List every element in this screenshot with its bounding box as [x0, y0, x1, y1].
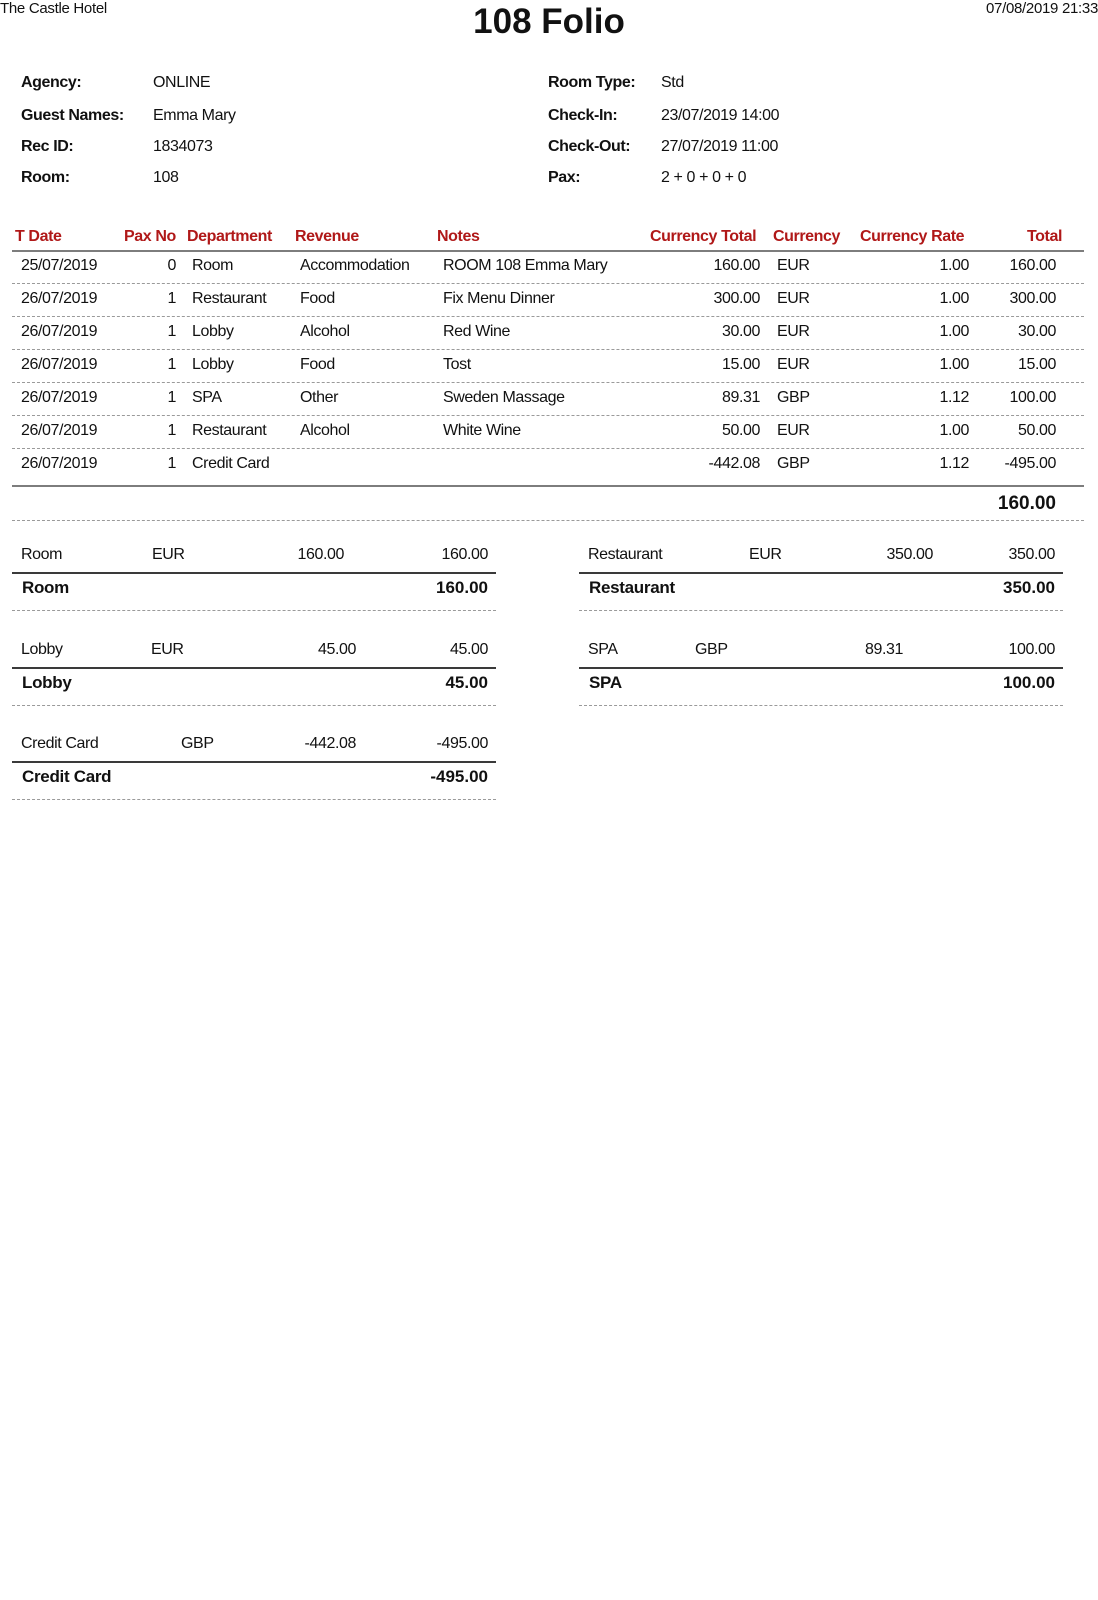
- summary-total-label: Room: [22, 578, 69, 597]
- check-in-label: Check-In:: [548, 107, 618, 124]
- check-in-value: 23/07/2019 14:00: [661, 107, 780, 124]
- summary-currency-amount: 45.00: [317, 641, 356, 658]
- cell-revenue: Alcohol: [300, 323, 350, 340]
- cell-notes: Red Wine: [443, 323, 511, 340]
- table-row: [0, 449, 1098, 482]
- cell-notes: ROOM 108 Emma Mary: [443, 257, 608, 274]
- col-header-total: Total: [1026, 228, 1062, 245]
- summary-total-label: Credit Card: [22, 767, 112, 786]
- summary-block: [12, 546, 496, 616]
- summary-currency-amount: -442.08: [304, 735, 356, 752]
- summary-currency-amount: 89.31: [864, 641, 903, 658]
- cell-currency-rate: 1.00: [939, 323, 969, 340]
- cell-currency-total: 160.00: [713, 257, 760, 274]
- cell-pax-no: 1: [167, 422, 176, 439]
- cell-date: 26/07/2019: [21, 422, 98, 439]
- summary-currency: GBP: [181, 735, 214, 752]
- summary-divider: [12, 610, 496, 611]
- cell-date: 26/07/2019: [21, 323, 98, 340]
- summary-divider: [579, 705, 1063, 706]
- summary-total-value: 350.00: [1003, 578, 1055, 597]
- cell-revenue: Food: [300, 356, 335, 373]
- cell-pax-no: 1: [167, 389, 176, 406]
- cell-currency: EUR: [777, 290, 810, 307]
- col-header-pax-no: Pax No: [124, 228, 176, 245]
- cell-total: 15.00: [1017, 356, 1056, 373]
- cell-department: Room: [192, 257, 234, 274]
- summary-currency: EUR: [151, 641, 184, 658]
- summary-divider: [579, 610, 1063, 611]
- summary-total-label: Restaurant: [589, 578, 675, 597]
- cell-pax-no: 1: [167, 323, 176, 340]
- summary-total-label: SPA: [589, 673, 622, 692]
- table-row: [0, 350, 1098, 383]
- summary-block: [579, 546, 1063, 616]
- guest-names-label: Guest Names:: [21, 107, 124, 124]
- summary-divider: [12, 705, 496, 706]
- room-type-label: Room Type:: [548, 74, 636, 91]
- agency-value: ONLINE: [153, 74, 211, 91]
- grand-total: 160.00: [997, 493, 1056, 514]
- cell-currency: EUR: [777, 323, 810, 340]
- summary-total-label: Lobby: [22, 673, 72, 692]
- table-row: [0, 317, 1098, 350]
- cell-notes: Tost: [443, 356, 471, 373]
- summary-rule: [12, 761, 496, 763]
- summary-department: Restaurant: [588, 546, 663, 563]
- summary-currency: EUR: [152, 546, 185, 563]
- summary-rule: [12, 572, 496, 574]
- cell-department: Restaurant: [192, 422, 267, 439]
- summary-amount: 45.00: [449, 641, 488, 658]
- cell-currency-total: 15.00: [721, 356, 760, 373]
- grand-total-divider: [12, 520, 1084, 521]
- col-header-currency-rate: Currency Rate: [860, 228, 965, 245]
- summary-department: Credit Card: [21, 735, 99, 752]
- summary-block: [12, 735, 496, 805]
- cell-revenue: Other: [300, 389, 339, 406]
- col-header-t-date: T Date: [15, 228, 62, 245]
- cell-pax-no: 1: [167, 356, 176, 373]
- cell-total: -495.00: [1004, 455, 1056, 472]
- summary-amount: 160.00: [441, 546, 488, 563]
- cell-currency-total: 89.31: [721, 389, 760, 406]
- grand-total-rule: [12, 485, 1084, 487]
- summary-block: [579, 641, 1063, 711]
- pax-label: Pax:: [548, 169, 581, 186]
- cell-date: 26/07/2019: [21, 455, 98, 472]
- check-out-value: 27/07/2019 11:00: [661, 138, 778, 155]
- cell-revenue: Accommodation: [300, 257, 410, 274]
- cell-currency: GBP: [777, 455, 810, 472]
- col-header-revenue: Revenue: [295, 228, 359, 245]
- summary-amount: 100.00: [1008, 641, 1055, 658]
- cell-currency: EUR: [777, 422, 810, 439]
- cell-pax-no: 1: [167, 290, 176, 307]
- guest-names-value: Emma Mary: [153, 107, 236, 124]
- table-row: [0, 284, 1098, 317]
- cell-department: Credit Card: [192, 455, 270, 472]
- cell-currency-rate: 1.00: [939, 356, 969, 373]
- cell-date: 26/07/2019: [21, 290, 98, 307]
- cell-currency: EUR: [777, 257, 810, 274]
- summary-amount: -495.00: [436, 735, 488, 752]
- room-value: 108: [153, 169, 179, 186]
- cell-currency-rate: 1.12: [939, 455, 969, 472]
- cell-currency-rate: 1.12: [939, 389, 969, 406]
- summary-currency: EUR: [749, 546, 782, 563]
- cell-pax-no: 0: [167, 257, 176, 274]
- print-timestamp: 07/08/2019 21:33: [986, 0, 1098, 17]
- cell-revenue: Alcohol: [300, 422, 350, 439]
- check-out-label: Check-Out:: [548, 138, 631, 155]
- summary-divider: [12, 799, 496, 800]
- summary-department: Room: [21, 546, 63, 563]
- rec-id-value: 1834073: [153, 138, 213, 155]
- cell-currency-total: 300.00: [713, 290, 760, 307]
- table-row: [0, 383, 1098, 416]
- summary-rule: [12, 667, 496, 669]
- summary-total-value: 160.00: [436, 578, 488, 597]
- summary-currency: GBP: [695, 641, 728, 658]
- cell-revenue: Food: [300, 290, 335, 307]
- cell-currency: EUR: [777, 356, 810, 373]
- room-label: Room:: [21, 169, 70, 186]
- cell-currency-rate: 1.00: [939, 422, 969, 439]
- cell-department: Lobby: [192, 323, 234, 340]
- summary-block: [12, 641, 496, 711]
- summary-rule: [579, 667, 1063, 669]
- hotel-name: The Castle Hotel: [0, 0, 107, 17]
- cell-department: Restaurant: [192, 290, 267, 307]
- cell-pax-no: 1: [167, 455, 176, 472]
- summary-currency-amount: 160.00: [297, 546, 344, 563]
- col-header-currency-total: Currency Total: [650, 228, 757, 245]
- pax-value: 2 + 0 + 0 + 0: [661, 169, 747, 186]
- cell-currency: GBP: [777, 389, 810, 406]
- summary-total-value: 100.00: [1003, 673, 1055, 692]
- page-title: 108 Folio: [473, 2, 625, 41]
- cell-date: 25/07/2019: [21, 257, 98, 274]
- summary-department: Lobby: [21, 641, 63, 658]
- summary-rule: [579, 572, 1063, 574]
- cell-date: 26/07/2019: [21, 389, 98, 406]
- rec-id-label: Rec ID:: [21, 138, 74, 155]
- cell-department: SPA: [192, 389, 222, 406]
- col-header-notes: Notes: [437, 228, 480, 245]
- cell-department: Lobby: [192, 356, 234, 373]
- summary-total-value: 45.00: [445, 673, 488, 692]
- room-type-value: Std: [661, 74, 684, 91]
- cell-currency-rate: 1.00: [939, 257, 969, 274]
- col-header-currency: Currency: [773, 228, 841, 245]
- cell-notes: White Wine: [443, 422, 521, 439]
- cell-currency-total: 30.00: [721, 323, 760, 340]
- cell-currency-total: -442.08: [708, 455, 760, 472]
- summary-total-value: -495.00: [430, 767, 488, 786]
- col-header-department: Department: [187, 228, 272, 245]
- table-row: [0, 251, 1098, 284]
- cell-currency-total: 50.00: [721, 422, 760, 439]
- table-row: [0, 416, 1098, 449]
- summary-department: SPA: [588, 641, 618, 658]
- summary-currency-amount: 350.00: [886, 546, 933, 563]
- cell-total: 100.00: [1009, 389, 1056, 406]
- cell-total: 300.00: [1009, 290, 1056, 307]
- summary-amount: 350.00: [1008, 546, 1055, 563]
- agency-label: Agency:: [21, 74, 82, 91]
- cell-notes: Fix Menu Dinner: [443, 290, 555, 307]
- cell-date: 26/07/2019: [21, 356, 98, 373]
- cell-total: 30.00: [1017, 323, 1056, 340]
- cell-total: 160.00: [1009, 257, 1056, 274]
- cell-notes: Sweden Massage: [443, 389, 565, 406]
- cell-total: 50.00: [1017, 422, 1056, 439]
- cell-currency-rate: 1.00: [939, 290, 969, 307]
